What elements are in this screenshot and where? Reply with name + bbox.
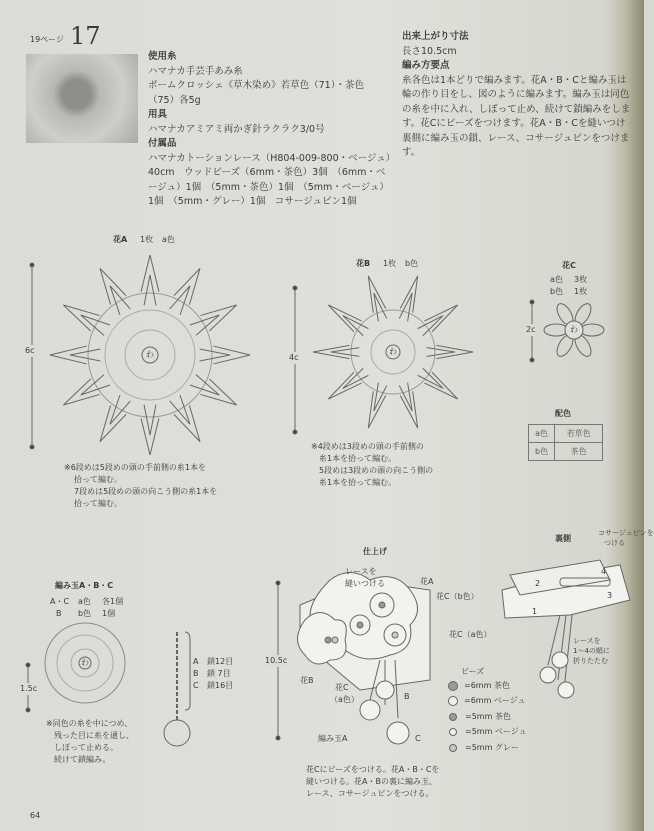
flower-a-ring: わ (146, 350, 154, 359)
petal-stitch (427, 348, 455, 357)
fold-label (573, 636, 610, 666)
petal-stitch (400, 391, 418, 428)
finish-caption (306, 764, 439, 800)
petal-stitch (144, 405, 156, 435)
table-cell: a色 (529, 425, 555, 443)
flower-a-size: 6c (25, 346, 35, 355)
flower-b-chart (293, 276, 473, 434)
petal-stitch (144, 275, 156, 305)
bead-label: =6mm 茶色 (464, 680, 510, 690)
finish-diagram (276, 573, 430, 745)
chain-label: C (193, 681, 199, 690)
fold-label-line: レースを (573, 637, 601, 645)
flower-a-notes (64, 462, 217, 510)
bead-icon (449, 713, 457, 721)
points-line: す。花Cにビーズをつけます。花A・B・Cを縫いつけ (402, 118, 626, 129)
fold-label-line: 折りたたむ (573, 657, 608, 665)
ball-b-label: B (404, 692, 410, 701)
page-reference: 19ページ (30, 35, 65, 44)
points-line: す。 (402, 147, 421, 158)
petal-stitch (141, 255, 159, 292)
flower-a-title: 花A (113, 235, 128, 244)
caption-line: 縫いつける。花A・Bの裏に編み玉、 (306, 777, 437, 786)
flower-a-chart (30, 255, 250, 455)
fold-step-3: 3 (607, 591, 613, 600)
fold-step-4: 4 (601, 567, 607, 576)
points-heading: 編み方要点 (402, 60, 450, 71)
petal-stitch (213, 346, 250, 364)
table-cell: b色 (529, 443, 555, 461)
accessories-line: ージュ）1個 （5mm・茶色）1個 （5mm・ベージュ） (148, 181, 389, 193)
ball-name: A・C (50, 597, 70, 606)
flower-c-count: 3枚 (574, 275, 588, 284)
chain-label: A (193, 657, 199, 666)
ball-c-label: C (415, 734, 421, 743)
petal-stitch (368, 391, 386, 428)
table-row (529, 425, 603, 443)
note-line: 残った目に糸を通し、 (54, 731, 134, 740)
ball-rows (50, 596, 123, 620)
ball-name: B (56, 609, 62, 618)
points-line: 糸各色は1本どりで編みます。花A・B・Cと編み玉は (402, 74, 627, 86)
ball-size: 1.5c (20, 684, 38, 693)
note-line: 拾って編む。 (74, 475, 122, 484)
ball-color: b色 (78, 609, 92, 618)
note-line: 糸1本を拾って編む。 (319, 478, 397, 487)
bead-icon (449, 728, 457, 736)
bead-legend-title: ビーズ (461, 667, 485, 676)
bead-icon (448, 696, 458, 706)
note-line: 続けて鎖編み。 (54, 755, 111, 764)
bead-legend-item (447, 725, 527, 741)
bead-label: =6mm ベージュ (464, 696, 526, 706)
ball-count: 1個 (102, 609, 116, 618)
note-line: しぼって止める。 (54, 743, 118, 752)
tools-heading: 用具 (148, 109, 168, 120)
pattern-number: 17 (70, 22, 101, 50)
petal-stitch (368, 276, 386, 313)
petal-stitch (70, 349, 100, 361)
points-line: の糸を中に入れ、しぼって止め、続けて鎖編みをしま (402, 103, 631, 115)
bead-icon (449, 744, 457, 752)
flower-b-count: 1枚 (383, 259, 397, 268)
flower-b-ring: わ (389, 347, 397, 356)
note-line: 糸1本を拾って編む。 (319, 454, 397, 463)
note-line: ※同色の糸を中につめ、 (46, 719, 133, 728)
pin-label (598, 528, 654, 548)
note-line: 5段めは3段めの頭の向こう側の (319, 466, 434, 475)
bead-legend-item (447, 709, 527, 725)
bead-legend (447, 666, 527, 756)
flower-c-label: 花C (335, 683, 349, 692)
bead-label: =5mm 茶色 (465, 711, 511, 721)
flower-c-b-label: 花C（b色） (436, 592, 479, 601)
accessories-line: ハマナカトーションレース（H804-009-800・ベージュ） (148, 152, 396, 164)
yarn-line: ハマナカ手芸手あみ糸 (148, 65, 243, 77)
flower-b-color: b色 (405, 259, 419, 268)
ball-color: a色 (78, 597, 91, 606)
flower-b-size: 4c (289, 353, 299, 362)
tools-line: ハマナカアミアミ両かぎ針ラクラク3/0号 (148, 123, 325, 135)
flower-c-color: a色 (550, 275, 563, 284)
chain-count: 鎖16目 (207, 681, 234, 690)
points-line: 裏側に編み玉の鎖、レース、コサージュピンをつけま (402, 132, 630, 144)
chain-label: B (193, 669, 199, 678)
pin-label-line: コサージュピンを (598, 529, 654, 537)
chain-count: 鎖12目 (207, 657, 234, 666)
petal (544, 324, 568, 336)
fold-step-2: 2 (535, 579, 541, 588)
bead-legend-item (447, 694, 527, 710)
lace-label: レースを (345, 567, 377, 576)
flower-c-ring: わ (570, 325, 578, 334)
flower-c-size: 2c (526, 325, 536, 334)
accessories-line: 1個 （5mm・グレー）1個 コサージュピン1個 (148, 196, 357, 207)
bead-label: =5mm ベージュ (465, 727, 527, 737)
flower-c-label: （a色） (330, 695, 359, 704)
petal-stitch (200, 349, 230, 361)
flower-b-title: 花B (356, 259, 371, 268)
finished-size: 長さ10.5cm (402, 45, 457, 57)
petal-stitch (141, 418, 159, 455)
chain-count: 鎖 7目 (207, 669, 231, 678)
flower-c-count: 1枚 (574, 287, 588, 296)
color-table-title: 配色 (555, 409, 571, 418)
bead-label: =5mm グレー (465, 742, 519, 752)
flower-a-color: a色 (162, 235, 175, 244)
flower-c-color: b色 (550, 287, 564, 296)
caption-line: 花Cにビーズをつける。花A・B・Cを (306, 765, 440, 774)
yarn-line: ボームクロッシェ《草木染め》若草色（71）・茶色 (148, 80, 364, 91)
petal (580, 324, 604, 336)
accessories-line: 40cm ウッドビーズ（6mm・茶色）3個 （6mm・ベ (148, 167, 386, 178)
table-row (529, 443, 603, 461)
points-line: 輪の作り目をし、図のように編みます。編み玉は同色 (402, 89, 630, 100)
petal-stitch (331, 348, 359, 357)
caption-line: レース、コサージュピンをつける。 (306, 789, 434, 798)
ball-a-label: 編み玉A (318, 734, 348, 743)
fold-label-line: 1～4の順に (573, 647, 610, 655)
flower-c-chart (530, 300, 604, 362)
flower-a-count: 1枚 (140, 235, 154, 244)
chain-legend (193, 656, 233, 692)
ball-chart (26, 623, 125, 712)
flower-c-title: 花C (562, 261, 576, 270)
note-line: ※6段めは5段めの頭の手前側の糸1本を (64, 463, 206, 472)
petal-stitch (400, 276, 418, 313)
fold-step-1: 1 (532, 607, 538, 616)
color-table (528, 424, 603, 461)
bead-icon (448, 681, 458, 691)
finish-size: 10.5c (265, 656, 288, 665)
ball-count: 各1個 (102, 597, 124, 606)
lace-label: 縫いつける (345, 579, 385, 588)
ball-ring: わ (81, 658, 89, 667)
flower-b-label: 花B (300, 676, 314, 685)
page-number: 64 (30, 811, 41, 820)
table-cell: 若草色 (555, 425, 603, 443)
flower-c-a-label: 花C（a色） (449, 630, 492, 639)
bead-legend-item (447, 678, 527, 694)
yarn-line: （75）各5g (148, 94, 201, 106)
ball-title: 編み玉A・B・C (55, 581, 114, 590)
petal-stitch (50, 346, 87, 364)
pin-label-line: つける (604, 539, 625, 547)
finish-title: 仕上げ (363, 547, 387, 556)
note-line: 拾って編む。 (74, 499, 122, 508)
flower-b-notes (311, 441, 433, 489)
back-title: 裏側 (555, 534, 571, 543)
table-cell: 茶色 (555, 443, 603, 461)
flower-a-label: 花A (420, 577, 434, 586)
ball-notes (46, 718, 134, 766)
note-line: ※4段めは3段めの頭の手前側の (311, 442, 424, 451)
note-line: 7段めは5段めの頭の向こう側の糸1本を (74, 487, 218, 496)
bead-legend-item (447, 740, 527, 756)
yarn-heading: 使用糸 (148, 51, 177, 62)
chain-diagram (164, 632, 190, 746)
finished-heading: 出来上がり寸法 (402, 31, 469, 42)
accessories-heading: 付属品 (148, 138, 177, 149)
